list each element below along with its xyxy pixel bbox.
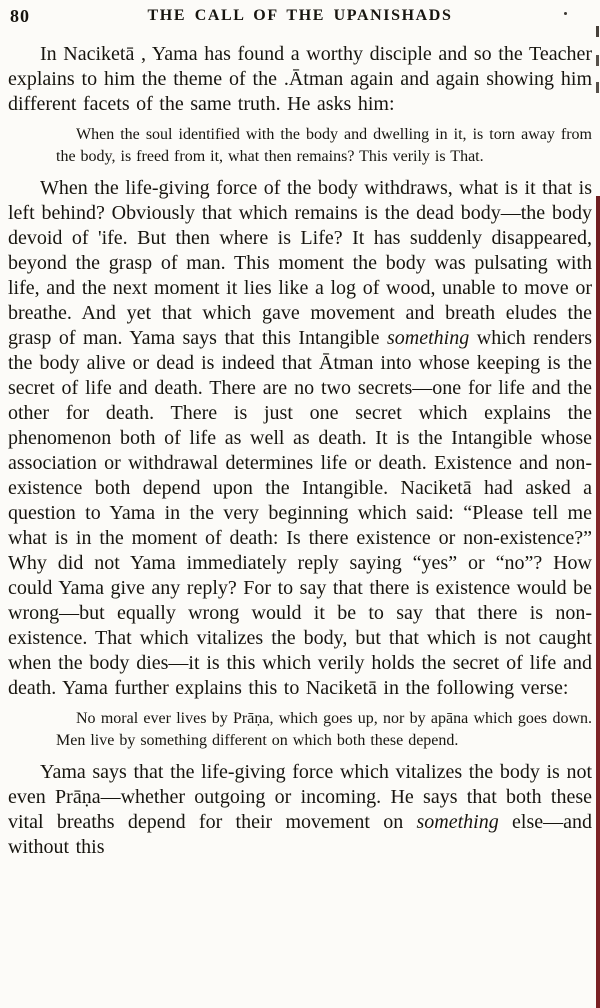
page-header bbox=[8, 6, 592, 30]
page-number: 80 bbox=[10, 6, 30, 26]
ink-dot-artifact bbox=[564, 12, 567, 15]
paragraph-life-force: When the life-giving force of the body withdraws, what is it that is left behind? Obviously that which remains is the dead body—the body devoid of 'ife. But then where is Life? It has suddenly disappeared, beyond the grasp of man. This moment the body was pulsating with life, and the next moment it lies like a log of wood, unable to move or breathe. And yet that which gave movement and breath eludes the grasp of man. Yama says that this Intangible something which renders the body alive or dead is indeed that Ātman into whose keeping is the secret of life and death. There are no two secrets—one for life and the other for death. There is just one secret which explains the phenomenon both of life as well as death. It is the Intangible whose association or withdrawal determines life or death. Existence and non-existence both depend upon the Intangible. Naciketā had asked a question to Yama in the very beginning which said: “Please tell me what is in the moment of death: Is there existence or non-existence?” Why did not Yama immediately reply saying “yes” or “no”? How could Yama give any reply? For to say that there is existence would be wrong—but equally wrong would it be to say that there is non-existence. That which vitalizes the body, but that which is not caught when the body dies—it is this which verily holds the secret of life and death. Yama further explains this to Naciketā in the following verse: bbox=[8, 177, 593, 699]
scan-ink-marks bbox=[596, 26, 599, 37]
book-edge-red-stripe bbox=[596, 196, 600, 1008]
running-title: THE CALL OF THE UPANISHADS bbox=[147, 7, 453, 24]
paragraph-intro: In Naciketā , Yama has found a worthy disciple and so the Teacher explains to him the theme of the .Ātman again and again showing him different facets of the same truth. He asks him: bbox=[8, 43, 592, 115]
verse-quote-prana: No moral ever lives by Prāṇa, which goes up, nor by apāna which goes down. Men live by something different on which both these depend. bbox=[56, 710, 592, 749]
verse-quote-soul-body: When the soul identified with the body and dwelling in it, is torn away from the body, is freed from it, what then remains? This verily is That. bbox=[56, 126, 592, 165]
paragraph-vital-breaths: Yama says that the life-giving force which vitalizes the body is not even Prāṇa—whether outgoing or incoming. He says that both these vital breaths depend for their movement on something else—and without this bbox=[8, 761, 592, 858]
